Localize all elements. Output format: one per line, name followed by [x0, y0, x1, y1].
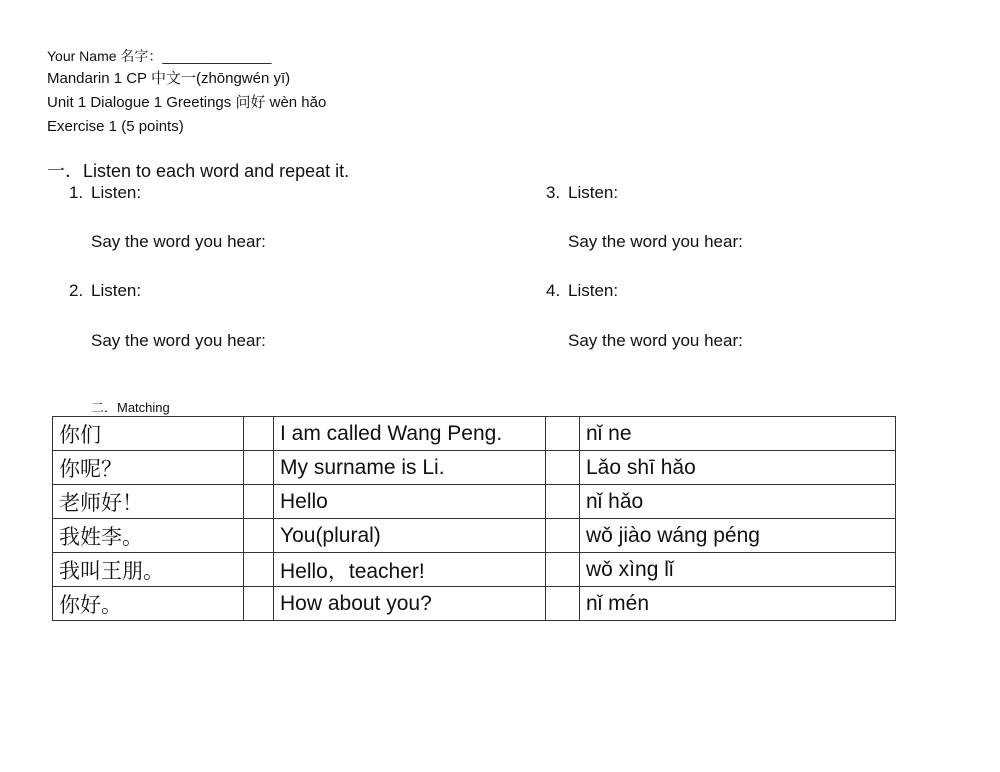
- question-3: [546, 183, 618, 203]
- table-row: [53, 451, 896, 485]
- english-cell: You(plural): [274, 519, 546, 553]
- listen-label: Listen:: [568, 183, 619, 202]
- pinyin-cell: wǒ xìng lǐ: [580, 553, 896, 587]
- say-prompt: Say the word you hear:: [91, 331, 266, 350]
- english-cell: Hello，teacher!: [274, 553, 546, 587]
- chinese-cell: 你好。: [53, 587, 244, 621]
- question-number: 3.: [546, 183, 561, 202]
- english-cell: My surname is Li.: [274, 451, 546, 485]
- chinese-cell: 你呢？: [53, 451, 244, 485]
- answer-blank[interactable]: [244, 519, 274, 553]
- course-title: Mandarin 1 CP 中文一(zhōngwén yī): [47, 70, 291, 87]
- table-row: [53, 417, 896, 451]
- chinese-cell: 老师好！: [53, 485, 244, 519]
- answer-blank[interactable]: [546, 519, 580, 553]
- chinese-cell: 你们: [53, 417, 244, 451]
- answer-blank[interactable]: [244, 417, 274, 451]
- table-row: [53, 553, 896, 587]
- answer-blank[interactable]: [244, 553, 274, 587]
- answer-blank[interactable]: [546, 417, 580, 451]
- say-prompt: Say the word you hear:: [91, 232, 266, 251]
- chinese-cell: 我姓李。: [53, 519, 244, 553]
- listen-label: Listen:: [568, 281, 619, 300]
- say-prompt: Say the word you hear:: [568, 331, 743, 350]
- pinyin-cell: nǐ mén: [580, 587, 896, 621]
- section1-title: 一．Listen to each word and repeat it.: [47, 161, 350, 181]
- pinyin-cell: wǒ jiào wáng péng: [580, 519, 896, 553]
- chinese-cell: 我叫王朋。: [53, 553, 244, 587]
- answer-blank[interactable]: [546, 553, 580, 587]
- section2-title: 二．Matching: [91, 400, 170, 415]
- question-2: [69, 281, 141, 301]
- pinyin-cell: nǐ hǎo: [580, 485, 896, 519]
- listen-label: Listen:: [91, 281, 142, 300]
- english-cell: How about you?: [274, 587, 546, 621]
- question-number: 1.: [69, 183, 84, 202]
- question-1: [69, 183, 141, 203]
- answer-blank[interactable]: [244, 451, 274, 485]
- answer-blank[interactable]: [244, 587, 274, 621]
- say-prompt: Say the word you hear:: [568, 232, 743, 251]
- table-row: [53, 485, 896, 519]
- answer-blank[interactable]: [546, 485, 580, 519]
- unit-title: Unit 1 Dialogue 1 Greetings 问好 wèn hǎo: [47, 94, 327, 111]
- answer-blank[interactable]: [546, 451, 580, 485]
- question-number: 4.: [546, 281, 561, 300]
- english-cell: Hello: [274, 485, 546, 519]
- question-4: [546, 281, 618, 301]
- listen-label: Listen:: [91, 183, 142, 202]
- name-line: Your Name 名字：______________: [47, 48, 272, 64]
- table-row: [53, 587, 896, 621]
- table-row: [53, 519, 896, 553]
- pinyin-cell: Lǎo shī hǎo: [580, 451, 896, 485]
- answer-blank[interactable]: [244, 485, 274, 519]
- answer-blank[interactable]: [546, 587, 580, 621]
- english-cell: I am called Wang Peng.: [274, 417, 546, 451]
- question-number: 2.: [69, 281, 84, 300]
- exercise-title: Exercise 1 (5 points): [47, 118, 184, 135]
- pinyin-cell: nǐ ne: [580, 417, 896, 451]
- matching-table: [52, 416, 896, 621]
